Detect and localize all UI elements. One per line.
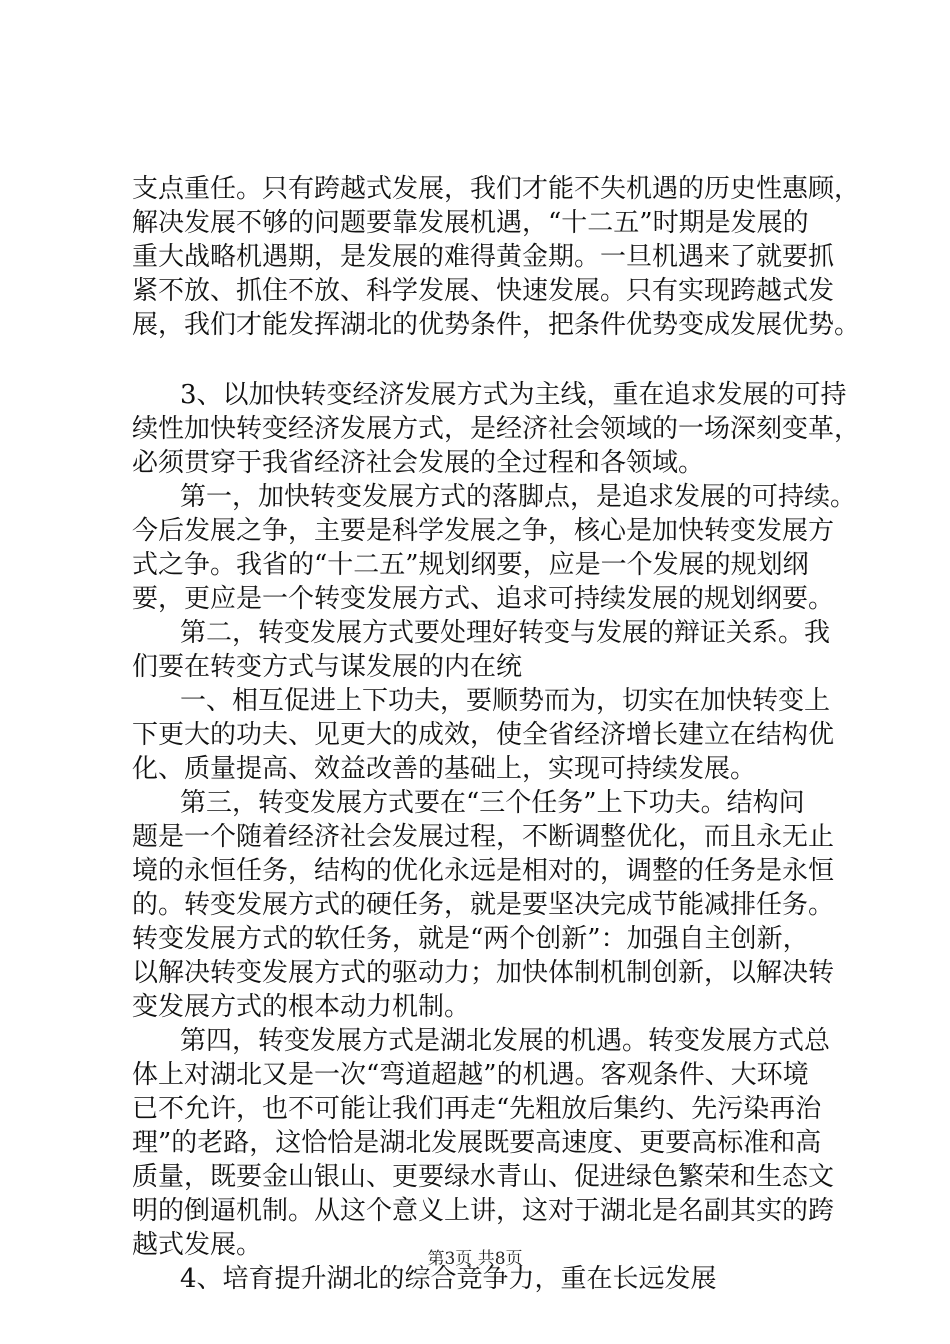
paragraph xyxy=(132,1024,852,1262)
paragraph-gap xyxy=(132,342,852,378)
page-number-footer: 第3页 共8页 xyxy=(427,1249,523,1269)
text-line: 紧不放、抓住不放、科学发展、快速发展。只有实现跨越式发 xyxy=(132,276,835,306)
text-line: 4、培育提升湖北的综合竞争力，重在长远发展 xyxy=(180,1264,717,1294)
text-line: 展，我们才能发挥湖北的优势条件，把条件优势变成发展优势。 xyxy=(132,310,861,340)
text-line: 续性加快转变经济发展方式，是经济社会领域的一场深刻变革， xyxy=(132,414,861,444)
text-line: 第三，转变发展方式要在“三个任务”上下功夫。结构问 xyxy=(180,788,805,818)
paragraph xyxy=(132,786,852,1024)
text-line: 越式发展。 xyxy=(132,1230,263,1260)
text-line: 支点重任。只有跨越式发展，我们才能不失机遇的历史性惠顾， xyxy=(132,174,861,204)
text-line: 理”的老路，这恰恰是湖北发展既要高速度、更要高标准和高 xyxy=(132,1128,822,1158)
document-body xyxy=(132,172,861,1296)
text-line: 们要在转变方式与谋发展的内在统 xyxy=(132,652,523,682)
paragraph xyxy=(132,378,861,480)
paragraph xyxy=(132,480,857,616)
text-line: 变发展方式的根本动力机制。 xyxy=(132,992,471,1022)
text-line: 解决发展不够的问题要靠发展机遇，“十二五”时期是发展的 xyxy=(132,208,809,238)
text-line: 3、以加快转变经济发展方式为主线，重在追求发展的可持 xyxy=(180,380,847,410)
text-line: 以解决转变发展方式的驱动力；加快体制机制创新，以解决转 xyxy=(132,958,835,988)
text-line: 体上对湖北又是一次“弯道超越”的机遇。客观条件、大环境 xyxy=(132,1060,809,1090)
paragraph xyxy=(132,616,852,684)
text-line: 境的永恒任务，结构的优化永远是相对的，调整的任务是永恒 xyxy=(132,856,835,886)
text-line: 转变发展方式的软任务，就是“两个创新”：加强自主创新， xyxy=(132,924,809,954)
text-line: 必须贯穿于我省经济社会发展的全过程和各领域。 xyxy=(132,448,705,478)
text-line: 明的倒逼机制。从这个意义上讲，这对于湖北是名副其实的跨 xyxy=(132,1196,835,1226)
text-line: 已不允许，也不可能让我们再走“先粗放后集约、先污染再治 xyxy=(132,1094,822,1124)
paragraph xyxy=(132,684,852,786)
text-line: 第一，加快转变发展方式的落脚点，是追求发展的可持续。 xyxy=(180,482,857,512)
text-line: 化、质量提高、效益改善的基础上，实现可持续发展。 xyxy=(132,754,757,784)
text-line: 一、相互促进上下功夫，要顺势而为，切实在加快转变上 xyxy=(180,686,831,716)
text-line: 第二，转变发展方式要处理好转变与发展的辩证关系。我 xyxy=(180,618,831,648)
paragraph xyxy=(132,172,861,342)
text-line: 式之争。我省的“十二五”规划纲要，应是一个发展的规划纲 xyxy=(132,550,809,580)
text-line: 第四，转变发展方式是湖北发展的机遇。转变发展方式总 xyxy=(180,1026,831,1056)
text-line: 题是一个随着经济社会发展过程，不断调整优化，而且永无止 xyxy=(132,822,835,852)
text-line: 今后发展之争，主要是科学发展之争，核心是加快转变发展方 xyxy=(132,516,835,546)
text-line: 质量，既要金山银山、更要绿水青山、促进绿色繁荣和生态文 xyxy=(132,1162,835,1192)
text-line: 下更大的功夫、见更大的成效，使全省经济增长建立在结构优 xyxy=(132,720,835,750)
text-line: 重大战略机遇期，是发展的难得黄金期。一旦机遇来了就要抓 xyxy=(132,242,835,272)
text-line: 要，更应是一个转变发展方式、追求可持续发展的规划纲要。 xyxy=(132,584,835,614)
text-line: 的。转变发展方式的硬任务，就是要坚决完成节能减排任务。 xyxy=(132,890,835,920)
